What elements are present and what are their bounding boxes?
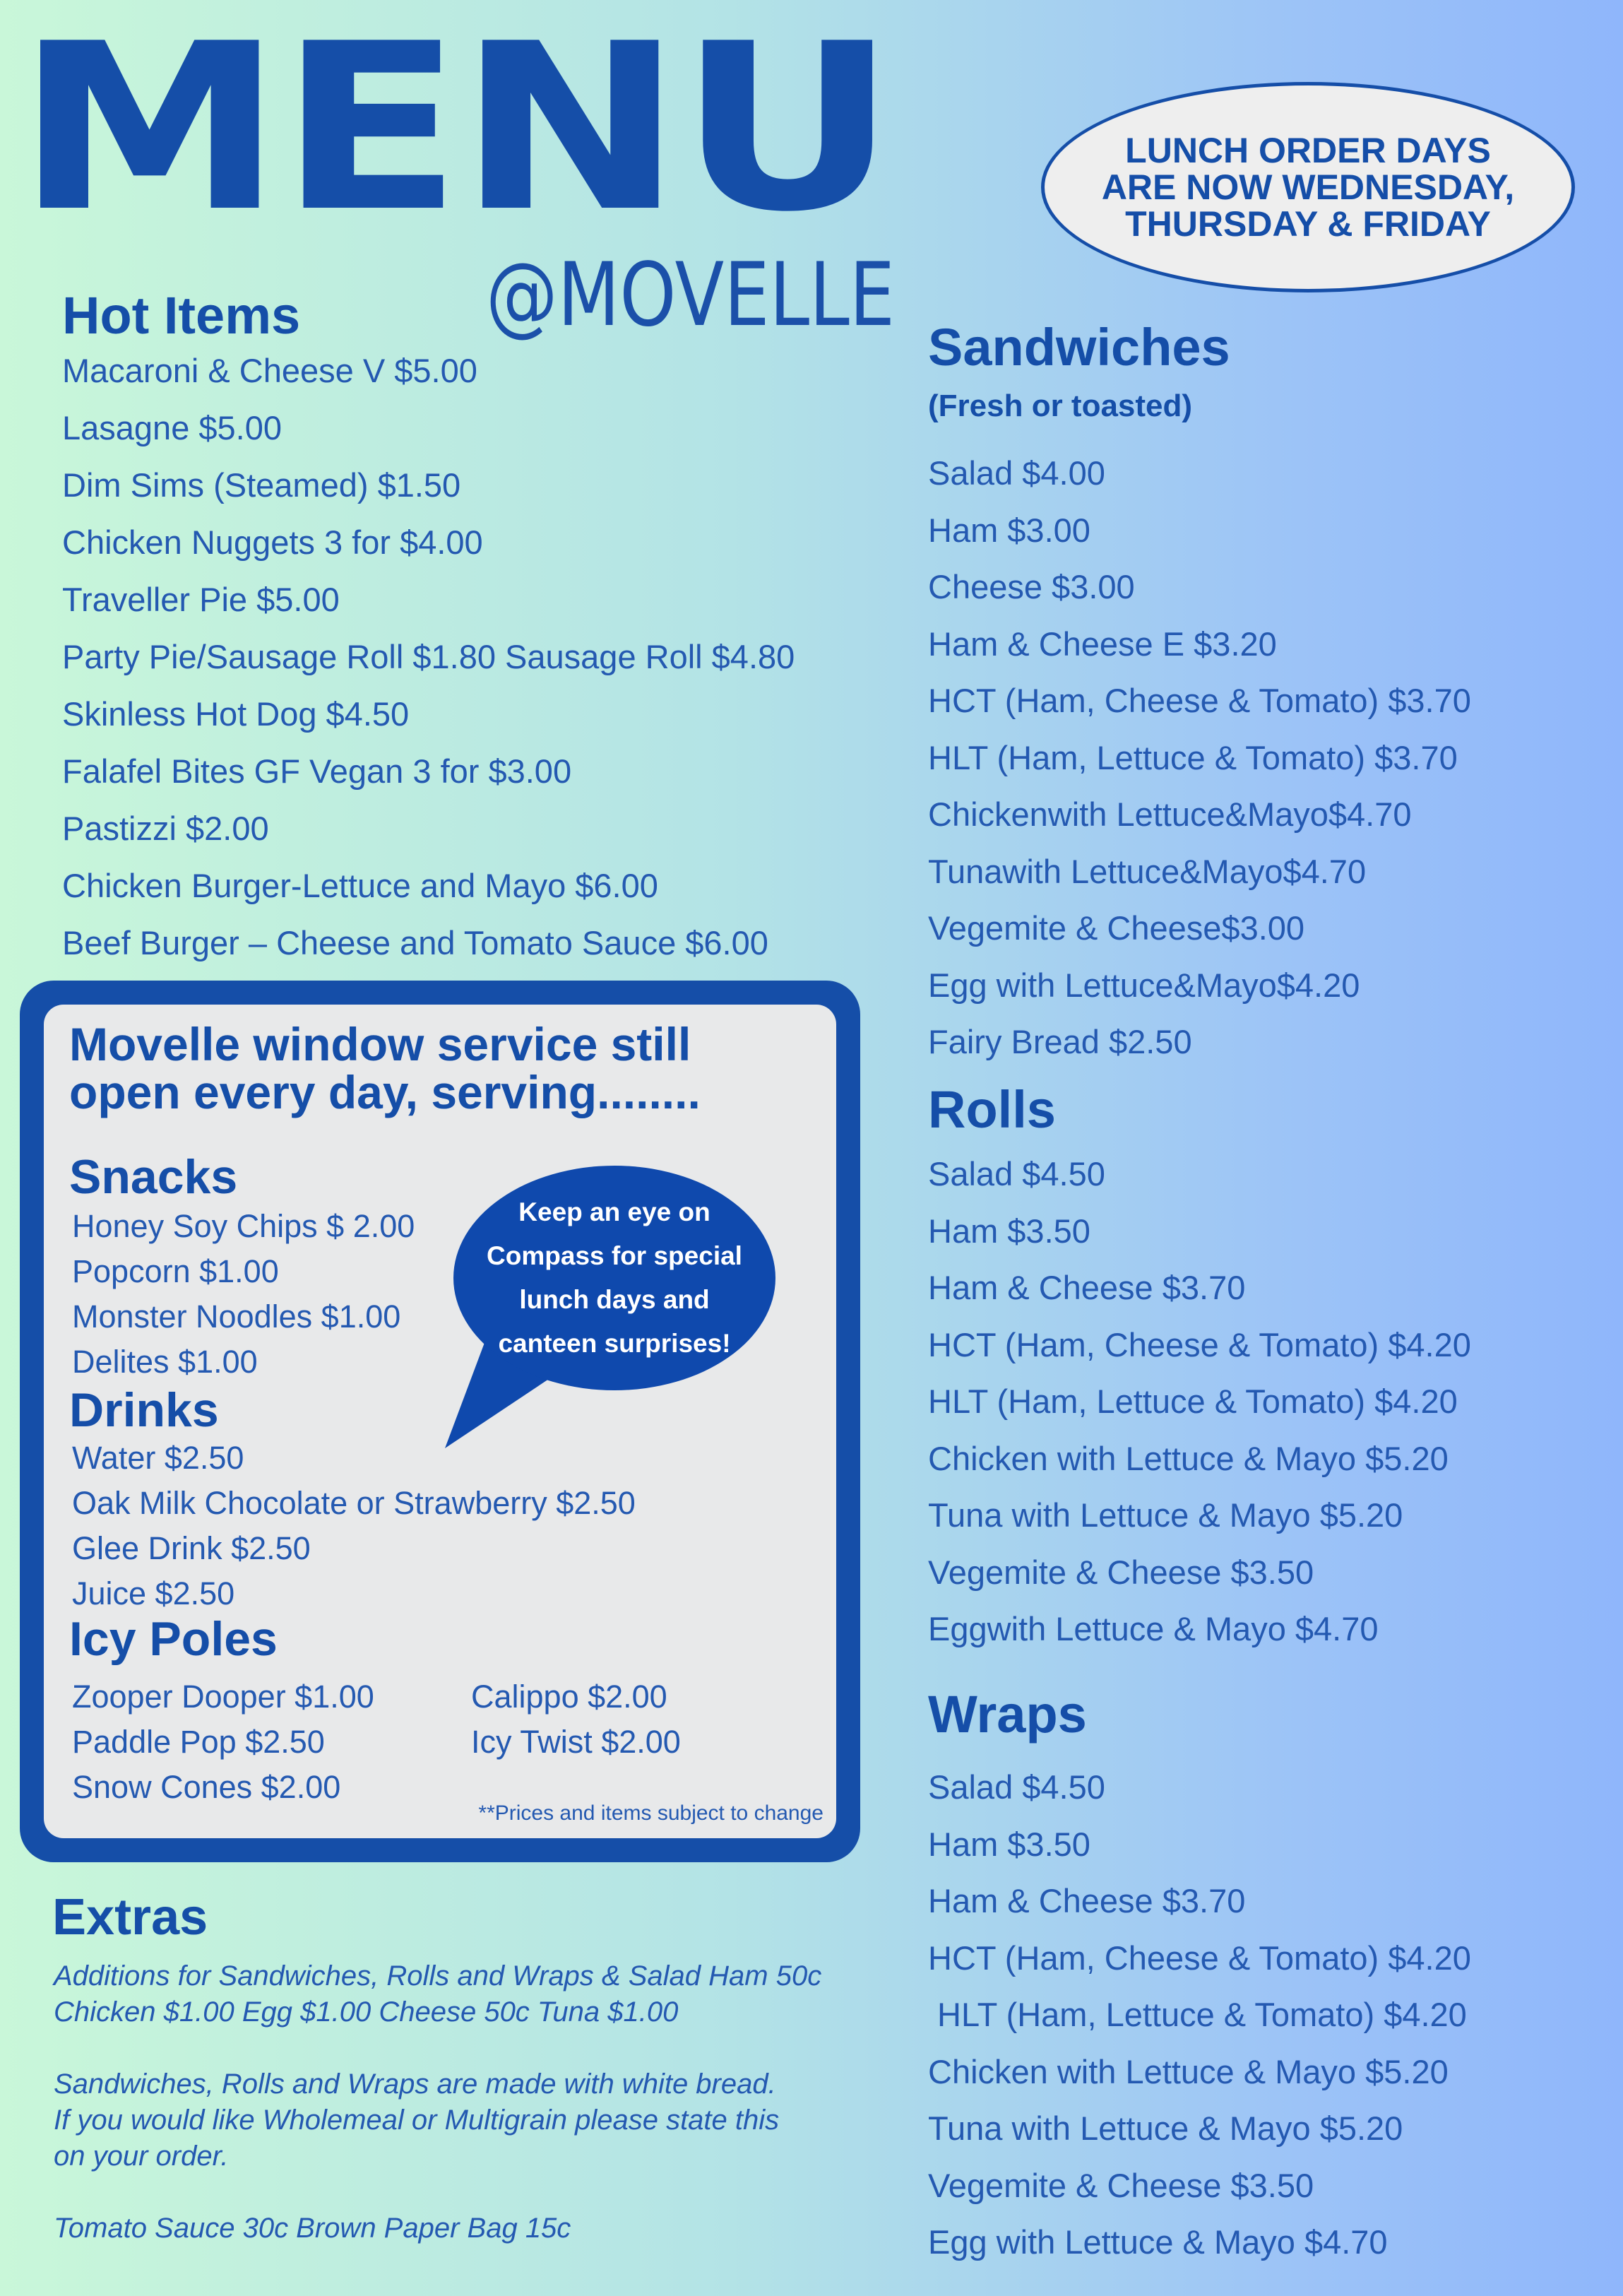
list-item: Traveller Pie $5.00 [62,581,340,618]
window-service-heading [69,1020,701,1116]
list-item: Honey Soy Chips $ 2.00 [72,1208,415,1244]
list-item: HCT (Ham, Cheese & Tomato) $4.20 [928,1939,1471,1977]
list-item: Eggwith Lettuce & Mayo $4.70 [928,1610,1379,1647]
list-item: Party Pie/Sausage Roll $1.80 Sausage Roll $4.80 [62,638,795,675]
list-item: Water $2.50 [72,1440,244,1476]
list-item: Vegemite & Cheese $3.50 [928,1553,1314,1591]
list-item: HCT (Ham, Cheese & Tomato) $3.70 [928,682,1471,719]
extras-line: Chicken $1.00 Egg $1.00 Cheese 50c Tuna $1.00 [54,1996,679,2028]
announcement-line: ARE NOW WEDNESDAY, [1101,167,1515,207]
price-note: **Prices and items subject to change [478,1801,824,1825]
icy-poles-heading: Icy Poles [69,1612,278,1666]
icy-poles-list-2 [471,1674,681,1765]
list-item: Dim Sims (Steamed) $1.50 [62,466,461,504]
list-item: Salad $4.50 [928,1155,1105,1193]
list-item: Falafel Bites GF Vegan 3 for $3.00 [62,752,572,790]
list-item: Chickenwith Lettuce&Mayo$4.70 [928,795,1412,833]
list-item: Chicken with Lettuce & Mayo $5.20 [928,2052,1449,2090]
extras-line: Sandwiches, Rolls and Wraps are made with white bread. [54,2069,776,2100]
bubble-line: canteen surprises! [498,1329,731,1358]
list-item: Cheese $3.00 [928,568,1135,605]
list-item: Snow Cones $2.00 [72,1769,341,1805]
list-item: Paddle Pop $2.50 [72,1724,325,1760]
extras-heading: Extras [52,1889,208,1946]
list-item: Icy Twist $2.00 [471,1724,681,1760]
movelle-handle: @MOVELLE [486,244,896,346]
list-item: HLT (Ham, Lettuce & Tomato) $3.70 [928,738,1458,776]
list-item: Macaroni & Cheese V $5.00 [62,352,477,389]
extras-line: on your order. [54,2141,229,2172]
list-item: Egg with Lettuce&Mayo$4.20 [928,966,1360,1004]
extras-line: Tomato Sauce 30c Brown Paper Bag 15c [54,2213,571,2244]
list-item: Tuna with Lettuce & Mayo $5.20 [928,1496,1403,1534]
window-heading-line: Movelle window service still [69,1018,691,1070]
compass-speech-bubble [453,1166,775,1390]
list-item: Ham & Cheese $3.70 [928,1882,1246,1919]
window-service-box [20,981,860,1862]
list-item: HCT (Ham, Cheese & Tomato) $4.20 [928,1325,1471,1363]
list-item: Oak Milk Chocolate or Strawberry $2.50 [72,1485,636,1521]
list-item: Salad $4.50 [928,1768,1105,1806]
list-item: Vegemite & Cheese$3.00 [928,909,1305,947]
wraps-list [928,1759,1471,2271]
snacks-list [72,1204,415,1385]
window-service-panel [44,1005,836,1838]
bubble-line: Keep an eye on [518,1197,711,1226]
list-item: Ham $3.50 [928,1212,1090,1250]
extras-notes [54,1958,901,2247]
sandwiches-list [928,445,1471,1071]
snacks-heading: Snacks [69,1150,238,1204]
list-item: Chicken Nuggets 3 for $4.00 [62,523,483,561]
list-item: Egg with Lettuce & Mayo $4.70 [928,2223,1388,2261]
list-item: Delites $1.00 [72,1344,258,1380]
hot-items-list [62,342,795,971]
drinks-heading: Drinks [69,1383,219,1437]
icy-poles-list-1 [72,1674,374,1810]
list-item: Ham $3.50 [928,1825,1090,1863]
list-item: Chicken Burger-Lettuce and Mayo $6.00 [62,867,658,904]
window-heading-line: open every day, serving........ [69,1066,701,1118]
extras-line: If you would like Wholemeal or Multigrain please state this [54,2105,780,2136]
list-item: Ham & Cheese $3.70 [928,1269,1246,1306]
bubble-line: lunch days and [519,1285,710,1314]
list-item: HLT (Ham, Lettuce & Tomato) $4.20 [928,1383,1458,1420]
list-item: Zooper Dooper $1.00 [72,1679,374,1715]
list-item: Ham $3.00 [928,511,1090,549]
lunch-days-announcement [1041,82,1575,292]
list-item: Fairy Bread $2.50 [928,1023,1192,1060]
sandwiches-subheading: (Fresh or toasted) [928,389,1193,423]
list-item: Juice $2.50 [72,1575,235,1611]
menu-title: MENU [16,0,892,262]
list-item: Vegemite & Cheese $3.50 [928,2166,1314,2204]
list-item: Glee Drink $2.50 [72,1530,311,1566]
list-item: Popcorn $1.00 [72,1253,279,1289]
list-item: Skinless Hot Dog $4.50 [62,695,410,733]
list-item: Beef Burger – Cheese and Tomato Sauce $6.00 [62,924,768,961]
rolls-list [928,1146,1471,1658]
list-item: Salad $4.00 [928,454,1105,492]
list-item: HLT (Ham, Lettuce & Tomato) $4.20 [928,1996,1467,2033]
sandwiches-heading: Sandwiches [928,318,1230,377]
list-item: Chicken with Lettuce & Mayo $5.20 [928,1439,1449,1477]
announcement-line: LUNCH ORDER DAYS [1125,131,1491,170]
list-item: Ham & Cheese E $3.20 [928,625,1277,663]
wraps-heading: Wraps [928,1685,1087,1744]
list-item: Calippo $2.00 [471,1679,667,1715]
extras-line: Additions for Sandwiches, Rolls and Wraps & Salad Ham 50c [54,1960,822,1992]
list-item: Tuna with Lettuce & Mayo $5.20 [928,2109,1403,2147]
rolls-heading: Rolls [928,1080,1056,1139]
announcement-line: THURSDAY & FRIDAY [1125,204,1491,244]
list-item: Lasagne $5.00 [62,409,283,446]
hot-items-heading: Hot Items [62,286,301,345]
list-item: Monster Noodles $1.00 [72,1298,401,1335]
list-item: Pastizzi $2.00 [62,810,269,847]
drinks-list [72,1436,636,1616]
bubble-line: Compass for special [487,1241,742,1270]
list-item: Tunawith Lettuce&Mayo$4.70 [928,852,1367,890]
